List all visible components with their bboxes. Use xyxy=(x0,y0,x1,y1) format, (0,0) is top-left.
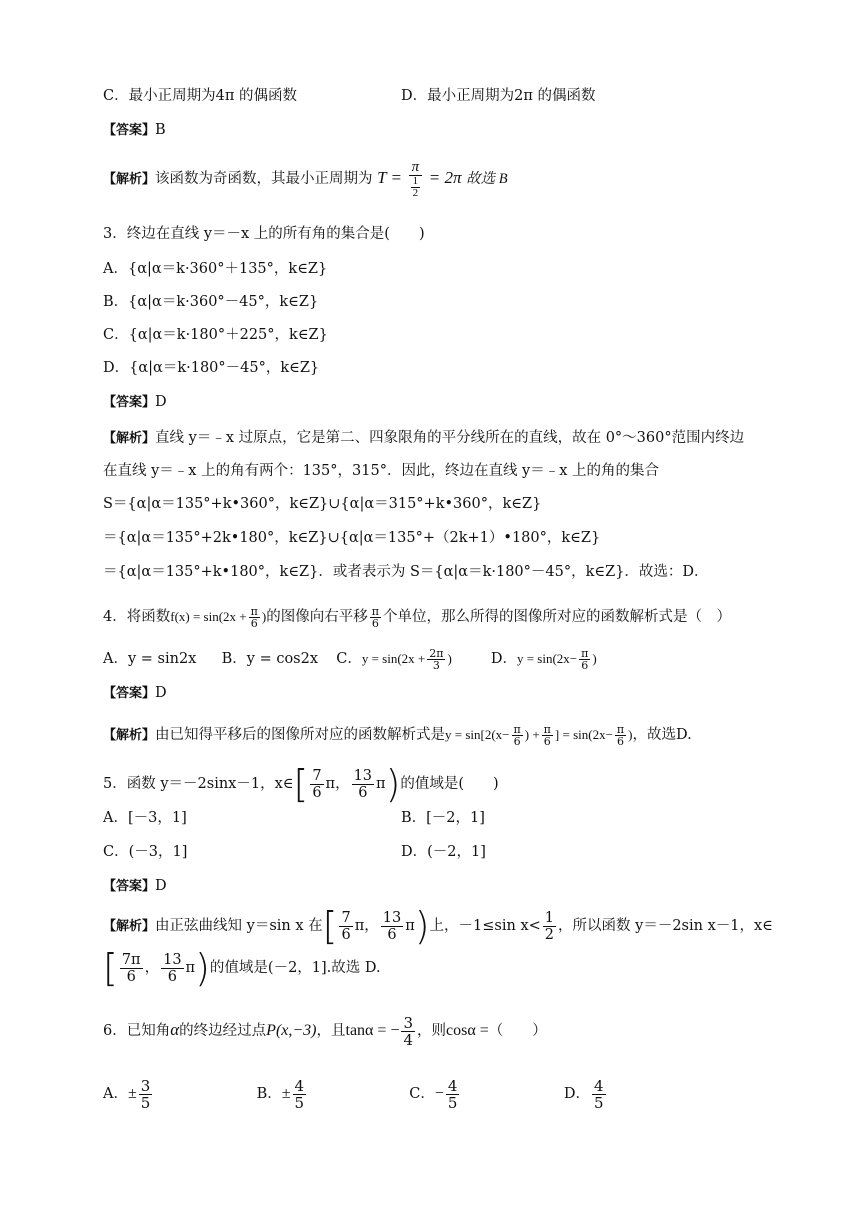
q3-option-c: C．{α|α＝k·180°＋225°，k∈Z} xyxy=(103,327,328,343)
q3-analysis-line-1: 【解析】直线 y＝﹣x 过原点，它是第二、四象限角的平分线所在的直线，故在 0°～360°范围内终边 xyxy=(103,430,745,446)
q3-stem: 3．终边在直线 y＝－x 上的所有角的集合是( ) xyxy=(103,226,425,242)
q3-analysis-line-5: ＝{α|α＝135°+k•180°，k∈Z}．或者表示为 S＝{α|α＝k·180°－45°，k∈Z}．故选：D． xyxy=(103,564,709,580)
q3-analysis-line-3: S＝{α|α＝135°+k•360°，k∈Z}∪{α|α＝315°+k•360°，k∈Z} xyxy=(103,496,542,512)
q4-stem: 4．将函数f(x) = sin(2x + $\frac{\pi}{6}$ )的图像向右平移 $\frac{\pi}{6}$ 个单位，那么所得的图像所对应的函数解析式是（ ） xyxy=(103,604,731,630)
q2-option-d: D．最小正周期为2π 的偶函数 xyxy=(401,88,596,104)
q3-option-d: D．{α|α＝k·180°－45°，k∈Z} xyxy=(103,360,320,376)
q5-option-d: D．(－2，1] xyxy=(401,844,486,860)
q2-analysis: 【解析】该函数为奇函数，其最小正周期为 T = $\frac{\pi}{\frac{1}{2}}$ = 2π 故选 B xyxy=(103,159,508,199)
q3-answer: 【答案】D xyxy=(103,394,167,410)
q3-option-b: B．{α|α＝k·360°－45°，k∈Z} xyxy=(103,294,319,310)
q5-option-c: C．(－3，1] xyxy=(103,844,188,860)
q6-options: A．± $\frac{3}{5}$ B．± $\frac{4}{5}$ C．− $\frac{4}{5}$ D． $\frac{4}{5}$ xyxy=(103,1076,604,1112)
q4-analysis: 【解析】由已知得平移后的图像所对应的函数解析式是y = sin[2(x− $\frac{\pi}{6}$ ) + $\frac{\pi}{6}$ ] = sin(2x− $\frac{\pi}{6}$ )，故选D. xyxy=(103,722,692,748)
q2-answer: 【答案】B xyxy=(103,122,166,138)
q5-analysis-line-1: 【解析】由正弦曲线知 y＝sin x 在[ $\frac{7}{6}$ π， $\frac{13}{6}$ π)上，－1≤sin x< $\frac{1}{2}$ ，所以函数 y＝－2sin x－1，x∈ xyxy=(103,904,773,948)
q4-answer: 【答案】D xyxy=(103,685,167,701)
q5-answer: 【答案】D xyxy=(103,878,167,894)
q5-stem: 5．函数 y＝－2sinx－1，x∈[ $\frac{7}{6}$ π， $\frac{13}{6}$ π)的值域是( ) xyxy=(103,762,499,806)
q3-analysis-line-4: ＝{α|α＝135°+2k•180°，k∈Z}∪{α|α＝135°+（2k+1）•180°，k∈Z} xyxy=(103,530,601,546)
q6-stem: 6．已知角α的终边经过点P(x,−3)，且tanα = − $\frac{3}{4}$ ，则cosα =（ ） xyxy=(103,1013,547,1049)
q3-option-a: A．{α|α＝k·360°＋135°，k∈Z} xyxy=(103,261,328,277)
q3-analysis-line-2: 在直线 y＝﹣x 上的角有两个：135°，315°．因此，终边在直线 y＝﹣x 上的角的集合 xyxy=(103,463,660,479)
q2-option-c: C．最小正周期为4π 的偶函数 xyxy=(103,88,297,104)
q4-options: A．y = sin2x B．y = cos2x C．y = sin(2x + $\frac{2\pi}{3}$ ) D．y = sin(2x− $\frac{\pi}{6}$ ) xyxy=(103,646,597,672)
q5-analysis-line-2: [ $\frac{7\pi}{6}$ ， $\frac{13}{6}$ π)的值域是(－2，1].故选 D. xyxy=(103,946,381,990)
q5-option-a: A．[－3，1] xyxy=(103,810,187,826)
q5-option-b: B．[－2，1] xyxy=(401,810,485,826)
